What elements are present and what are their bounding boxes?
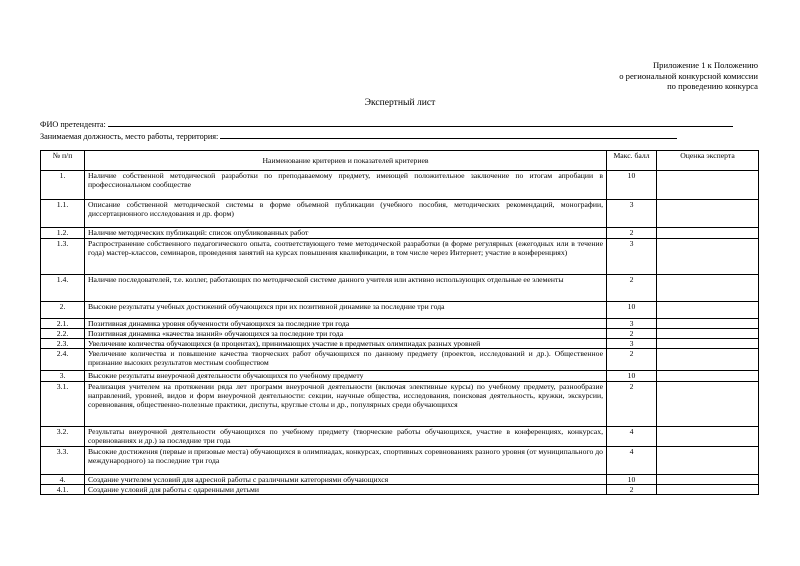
row-name: Описание собственной методической системы в форме объемной публикации (учебного пособия, методических рекомендаций, монографии, диссертационного исследования и др. форм) (85, 200, 607, 228)
row-expert-score[interactable] (657, 200, 759, 228)
row-name: Наличие собственной методической разработки по преподаваемому предмету, имеющей положительное заключение по итогам апробации в профессиональном сообществе (85, 171, 607, 200)
row-name: Увеличение количества и повышение качества творческих работ обучающихся по данному предмету (проектов, исследований и др.). Общественное признание высоких результатов местным сообществом (85, 349, 607, 371)
fio-blank-line (108, 118, 733, 127)
table-row (41, 239, 759, 275)
criteria-table (40, 150, 759, 495)
row-name: Результаты внеурочной деятельности обучающихся по учебному предмету (творческие работы обучающихся, участие в конференциях, конкурсах, соревнованиях и др.) за последние три года (85, 427, 607, 447)
table-row (41, 302, 759, 319)
row-expert-score[interactable] (657, 171, 759, 200)
row-name: Реализация учителем на протяжении ряда лет программ внеурочной деятельности (включая элективные курсы) по учебному предмету, разнообразие направлений, уровней, видов и форм внеурочной деятельности: секции, научные общества, исследования, поисковая деятельность, кружки, экскурсии, соревнования, общественно-полезные практики, диспуты, круглые столы и др., популярных среди обучающихся (85, 382, 607, 427)
row-max: 10 (607, 171, 657, 200)
appendix-line: по проведению конкурса (667, 81, 758, 92)
row-num: 1. (41, 171, 85, 200)
row-expert-score[interactable] (657, 275, 759, 302)
row-num: 2.2. (41, 329, 85, 339)
row-expert-score[interactable] (657, 239, 759, 275)
row-name: Высокие результаты учебных достижений обучающихся при их позитивной динамике за последние три года (85, 302, 607, 319)
row-expert-score[interactable] (657, 302, 759, 319)
row-max: 10 (607, 302, 657, 319)
row-max: 10 (607, 475, 657, 485)
row-num: 3.2. (41, 427, 85, 447)
row-expert-score[interactable] (657, 427, 759, 447)
row-max: 2 (607, 485, 657, 495)
table-row (41, 275, 759, 302)
row-num: 1.4. (41, 275, 85, 302)
position-blank-line (220, 130, 677, 139)
row-num: 3.1. (41, 382, 85, 427)
appendix-line: Приложение 1 к Положению (652, 60, 758, 70)
row-name: Распространение собственного педагогического опыта, соответствующего теме методической разработки (в форме регулярных (ежегодных или в течение года) мастер-классов, семинаров, проведения занятий на курсах повышения квалификации, в том числе через Интернет; участие в конференциях) (85, 239, 607, 275)
table-row (41, 349, 759, 371)
header-num: № п/п (41, 151, 85, 171)
table-row (41, 200, 759, 228)
row-expert-score[interactable] (657, 339, 759, 349)
table-row (41, 382, 759, 427)
header-max: Макс. балл (607, 151, 657, 171)
row-max: 2 (607, 228, 657, 239)
table-row (41, 485, 759, 495)
row-name: Наличие методических публикаций: список опубликованных работ (85, 228, 607, 239)
row-expert-score[interactable] (657, 475, 759, 485)
row-max: 2 (607, 275, 657, 302)
row-num: 1.2. (41, 228, 85, 239)
table-row (41, 427, 759, 447)
row-max: 4 (607, 447, 657, 475)
row-name: Создание учителем условий для адресной работы с различными категориями обучающихся (85, 475, 607, 485)
row-num: 3. (41, 371, 85, 382)
table-row (41, 228, 759, 239)
row-max: 3 (607, 339, 657, 349)
table-header-row (41, 151, 759, 171)
row-expert-score[interactable] (657, 485, 759, 495)
row-max: 2 (607, 382, 657, 427)
row-name: Наличие последователей, т.е. коллег, работающих по методической системе данного учителя или активно использующих отдельные ее элементы (85, 275, 607, 302)
row-num: 3.3. (41, 447, 85, 475)
row-num: 4.1. (41, 485, 85, 495)
table-row (41, 319, 759, 329)
row-num: 2.1. (41, 319, 85, 329)
row-max: 4 (607, 427, 657, 447)
header-name: Наименование критериев и показателей критериев (85, 151, 607, 171)
table-row (41, 171, 759, 200)
table-row (41, 475, 759, 485)
row-expert-score[interactable] (657, 349, 759, 371)
row-max: 3 (607, 200, 657, 228)
appendix-note (518, 60, 758, 92)
row-num: 2.3. (41, 339, 85, 349)
table-row (41, 339, 759, 349)
row-max: 3 (607, 239, 657, 275)
row-name: Позитивная динамика уровня обученности обучающихся за последние три года (85, 319, 607, 329)
row-name: Высокие достижения (первые и призовые места) обучающихся в олимпиадах, конкурсах, спортивных соревнованиях разного уровня (от муниципального до международного) за последние три года (85, 447, 607, 475)
position-field (40, 130, 677, 141)
row-expert-score[interactable] (657, 228, 759, 239)
row-name: Высокие результаты внеурочной деятельности обучающихся по учебному предмету (85, 371, 607, 382)
row-num: 1.3. (41, 239, 85, 275)
row-expert-score[interactable] (657, 382, 759, 427)
row-max: 2 (607, 329, 657, 339)
position-label: Занимаемая должность, место работы, территория: (40, 132, 219, 141)
table-row (41, 329, 759, 339)
table-row (41, 447, 759, 475)
row-expert-score[interactable] (657, 319, 759, 329)
row-expert-score[interactable] (657, 329, 759, 339)
row-expert-score[interactable] (657, 371, 759, 382)
appendix-line: о региональной конкурсной комиссии (619, 70, 758, 81)
header-expert: Оценка эксперта (657, 151, 759, 171)
document-title: Экспертный лист (364, 97, 436, 108)
row-num: 2.4. (41, 349, 85, 371)
row-max: 2 (607, 349, 657, 371)
row-max: 3 (607, 319, 657, 329)
row-max: 10 (607, 371, 657, 382)
row-name: Позитивная динамика «качества знаний» обучающихся за последние три года (85, 329, 607, 339)
row-name: Создание условий для работы с одаренными детьми (85, 485, 607, 495)
row-expert-score[interactable] (657, 447, 759, 475)
row-name: Увеличение количества обучающихся (в процентах), принимающих участие в предметных олимпиадах разных уровней (85, 339, 607, 349)
fio-field (40, 118, 733, 129)
row-num: 1.1. (41, 200, 85, 228)
row-num: 2. (41, 302, 85, 319)
row-num: 4. (41, 475, 85, 485)
table-row (41, 371, 759, 382)
fio-label: ФИО претендента: (40, 120, 106, 129)
